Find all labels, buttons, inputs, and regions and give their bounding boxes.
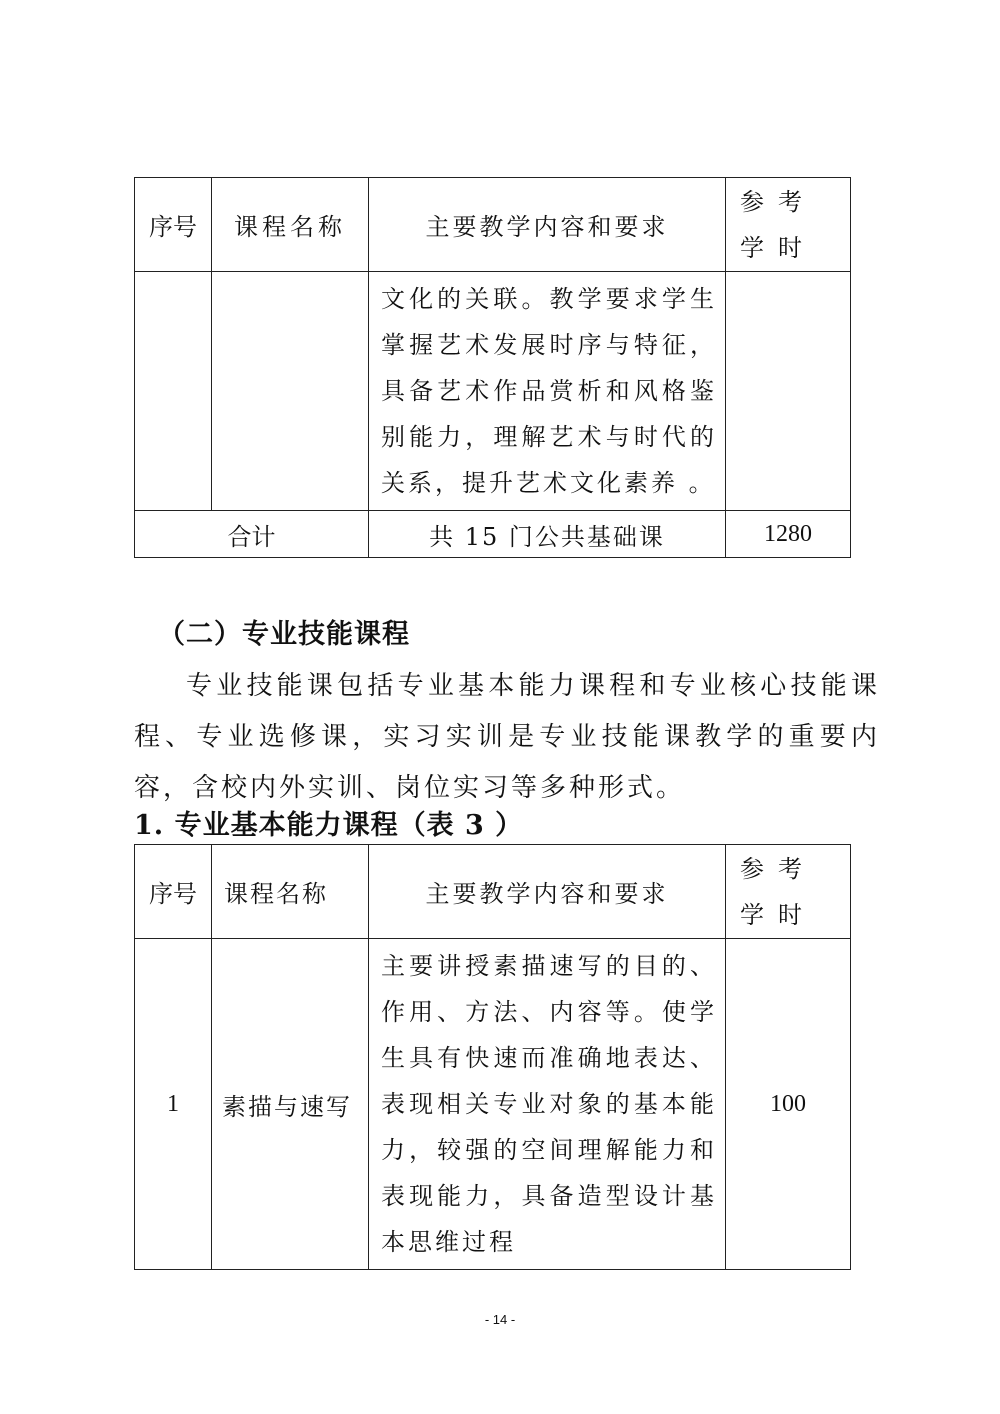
table-row bbox=[135, 939, 851, 1270]
cell-no bbox=[135, 272, 212, 511]
header-no: 序号 bbox=[135, 845, 212, 939]
cell-content: 主要讲授素描速写的目的、作用、方法、内容等。使学生具有快速而准确地表达、表现相关专业对象的基本能力，较强的空间理解能力和表现能力，具备造型设计基本思维过程 bbox=[369, 939, 726, 1270]
subsection-heading: 1. 专业基本能力课程（表 3 ） bbox=[134, 810, 524, 841]
header-hours: 参考学时 bbox=[726, 178, 851, 272]
cell-content: 文化的关联。教学要求学生掌握艺术发展时序与特征，具备艺术作品赏析和风格鉴别能力，理解艺术与时代的关系，提升艺术文化素养 。 bbox=[369, 272, 726, 511]
section-heading: （二）专业技能课程 bbox=[158, 619, 410, 650]
total-label: 合计 bbox=[135, 511, 369, 558]
header-content: 主要教学内容和要求 bbox=[369, 178, 726, 272]
table-header-row bbox=[135, 845, 851, 939]
header-name: 课程名称 bbox=[212, 845, 369, 939]
header-content: 主要教学内容和要求 bbox=[369, 845, 726, 939]
cell-hours: 100 bbox=[726, 939, 851, 1270]
total-hours: 1280 bbox=[726, 511, 851, 558]
header-no: 序号 bbox=[135, 178, 212, 272]
public-course-table bbox=[134, 177, 851, 558]
total-content: 共 15 门公共基础课 bbox=[369, 511, 726, 558]
cell-name bbox=[212, 272, 369, 511]
table-header-row bbox=[135, 178, 851, 272]
basic-ability-course-table bbox=[134, 844, 851, 1270]
cell-no: 1 bbox=[135, 939, 212, 1270]
header-name: 课程名称 bbox=[212, 178, 369, 272]
page-number: - 14 - bbox=[484, 1312, 516, 1327]
cell-hours bbox=[726, 272, 851, 511]
header-hours: 参考学时 bbox=[726, 845, 851, 939]
total-row bbox=[135, 511, 851, 558]
cell-name: 素描与速写 bbox=[212, 939, 369, 1270]
table-row bbox=[135, 272, 851, 511]
section-paragraph: 专业技能课包括专业基本能力课程和专业核心技能课程、专业选修课，实习实训是专业技能课教学的重要内容，含校内外实训、岗位实习等多种形式。 bbox=[134, 671, 880, 803]
